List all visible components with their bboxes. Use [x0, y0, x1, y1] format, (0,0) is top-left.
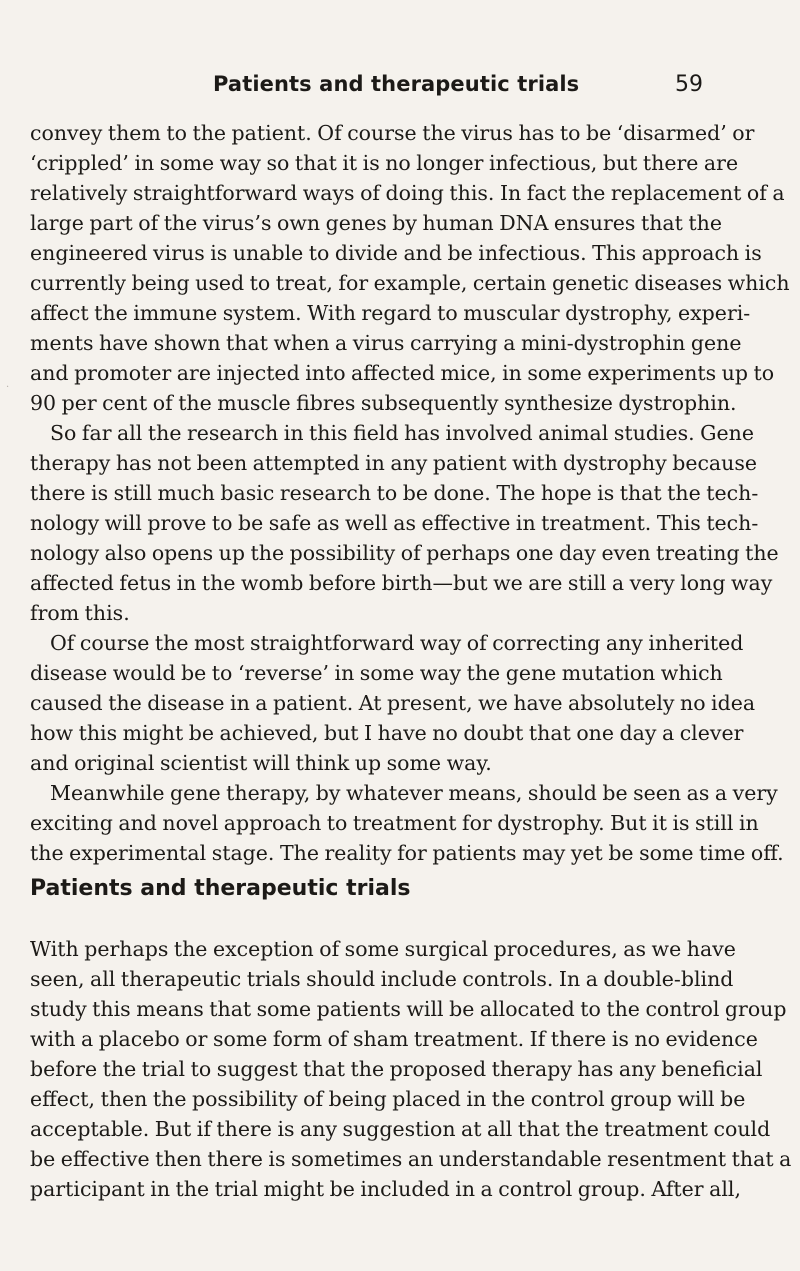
text-line: convey them to the patient. Of course the virus has to be ‘disarmed’ or [30, 121, 755, 145]
text-line: affected fetus in the womb before birth—but we are still a very long way [30, 571, 773, 595]
text-line: 90 per cent of the muscle fibres subsequently synthesize dystrophin. [30, 391, 737, 415]
text-line: So far all the research in this field has involved animal studies. Gene [50, 421, 755, 445]
margin-mark: · [6, 382, 10, 393]
text-line: ments have shown that when a virus carrying a mini-dystrophin gene [30, 331, 742, 355]
running-head [0, 72, 800, 104]
text-line: nology will prove to be safe as well as effective in treatment. This tech- [30, 511, 759, 535]
text-line: study this means that some patients will be allocated to the control group [30, 997, 787, 1021]
text-line: large part of the virus’s own genes by human DNA ensures that the [30, 211, 722, 235]
text-line: relatively straightforward ways of doing this. In fact the replacement of a [30, 181, 785, 205]
text-line: effect, then the possibility of being placed in the control group will be [30, 1087, 746, 1111]
text-line: exciting and novel approach to treatment for dystrophy. But it is still in [30, 811, 759, 835]
text-line: currently being used to treat, for example, certain genetic diseases which [30, 271, 790, 295]
text-line: caused the disease in a patient. At present, we have absolutely no idea [30, 691, 756, 715]
text-line: acceptable. But if there is any suggestion at all that the treatment could [30, 1117, 771, 1141]
text-line: engineered virus is unable to divide and be infectious. This approach is [30, 241, 762, 265]
text-line: disease would be to ‘reverse’ in some way the gene mutation which [30, 661, 723, 685]
body-text-upper [30, 118, 790, 868]
page-number: 59 [675, 72, 703, 97]
text-line: affect the immune system. With regard to muscular dystrophy, experi- [30, 301, 751, 325]
text-line: before the trial to suggest that the proposed therapy has any beneficial [30, 1057, 763, 1081]
text-line: therapy has not been attempted in any patient with dystrophy because [30, 451, 758, 475]
text-line: how this might be achieved, but I have no doubt that one day a clever [30, 721, 744, 745]
text-line: nology also opens up the possibility of perhaps one day even treating the [30, 541, 779, 565]
body-text-lower [30, 934, 792, 1204]
text-line: seen, all therapeutic trials should include controls. In a double-blind [30, 967, 734, 991]
text-line: the experimental stage. The reality for patients may yet be some time off. [30, 841, 784, 865]
text-line: ‘crippled’ in some way so that it is no longer infectious, but there are [30, 151, 739, 175]
text-line: there is still much basic research to be done. The hope is that the tech- [30, 481, 759, 505]
running-title: Patients and therapeutic trials [213, 72, 580, 96]
text-line: participant in the trial might be included in a control group. After all, [30, 1177, 741, 1201]
text-line: With perhaps the exception of some surgical procedures, as we have [30, 937, 736, 961]
text-line: with a placebo or some form of sham treatment. If there is no evidence [30, 1027, 758, 1051]
text-line: Of course the most straightforward way of correcting any inherited [50, 631, 744, 655]
text-line: from this. [30, 601, 130, 625]
text-line: and promoter are injected into affected mice, in some experiments up to [30, 361, 775, 385]
text-line: be effective then there is sometimes an understandable resentment that a [30, 1147, 792, 1171]
text-line: Meanwhile gene therapy, by whatever means, should be seen as a very [50, 781, 778, 805]
text-line: and original scientist will think up some way. [30, 751, 492, 775]
section-heading: Patients and therapeutic trials [30, 876, 411, 901]
